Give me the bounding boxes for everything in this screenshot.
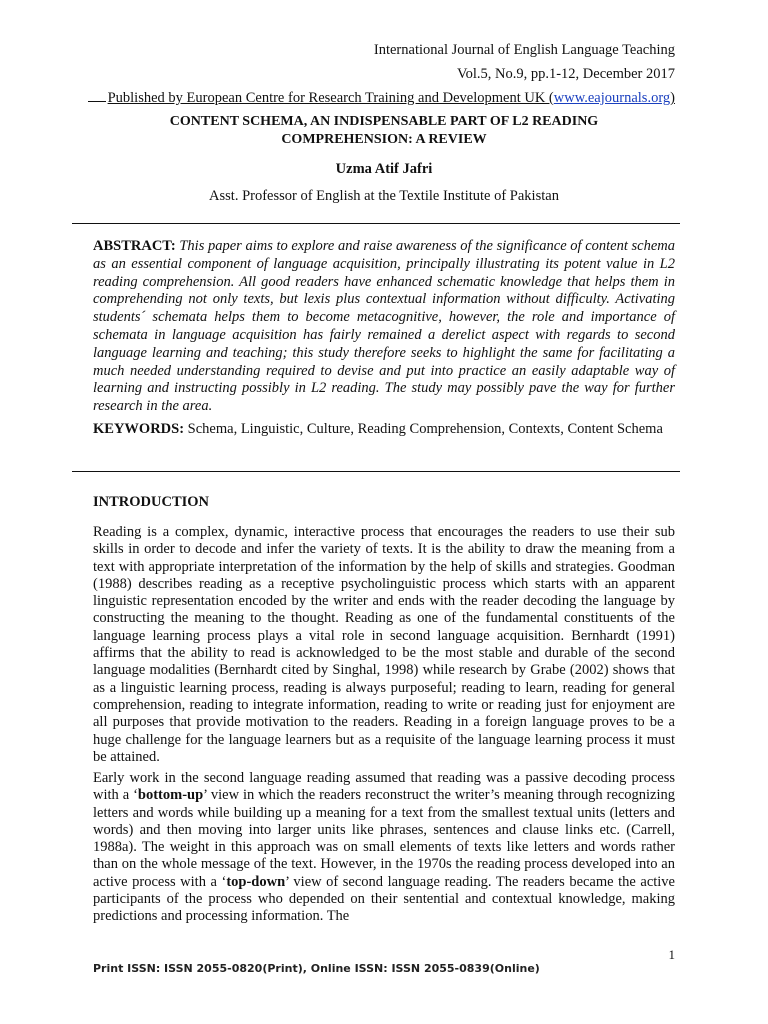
para2-part-e: ’ view of second language reading. The readers became the active participants of the process who depended on their sentential and contextual knowledge, making predictions and processing information. The xyxy=(93,873,675,925)
introduction-heading: INTRODUCTION xyxy=(93,494,210,510)
paper-title xyxy=(90,113,678,149)
para2-part-a: Early work in the second language reading assumed that reading was a passive decoding process with a ‘ xyxy=(93,770,675,804)
divider-bottom xyxy=(72,471,680,472)
abstract-block xyxy=(93,238,675,416)
title-line-1: CONTENT SCHEMA, AN INDISPENSABLE PART OF L2 READING xyxy=(169,114,599,129)
journal-url-link[interactable]: www.eajournals.org xyxy=(553,90,671,106)
keywords-text: Schema, Linguistic, Culture, Reading Comprehension, Contexts, Content Schema xyxy=(187,421,663,437)
author-name: Uzma Atif Jafri xyxy=(335,161,433,177)
publisher-line xyxy=(88,89,675,107)
bottom-up-term: bottom-up xyxy=(137,787,204,804)
introduction-paragraph-2 xyxy=(93,770,675,926)
volume-info: Vol.5, No.9, pp.1-12, December 2017 xyxy=(456,66,675,82)
para2-part-c: ’ view in which the readers reconstruct the writer’s meaning through recognizing letters and words while building up a meaning for a text from the smallest textual units (letters and words) and then moving into larger units like phrases, sentences and clause links etc. (Carrell, 1988a). The weight in this approach was on small elements of texts like letters and words rather than on the whole message of the text. However, in the 1970s the reading process developed into an active process with a ‘ xyxy=(93,787,676,890)
introduction-paragraph-1: Reading is a complex, dynamic, interactive process that encourages the readers to use their sub skills in order to decode and infer the variety of texts. It is the ability to draw the meaning from a text with appropriate interpretation of the information by the help of skills and strategies. Goodman (1988) describes reading as a receptive psycholinguistic process which starts with an apparent linguistic representation encoded by the writer and ends with the reader decoding the language by constructing the meaning to the thought. Reading as one of the fundamental constituents of the language learning process plays a vital role in second language acquisition. Bernhardt (1991) affirms that the ability to read is acknowledged to be the most stable and durable of the second language modalities (Bernhardt cited by Singhal, 1998) while research by Grabe (2002) shows that as a linguistic learning process, reading is always purposeful; reading to learn, reading for general comprehension, reading to integrate information, reading to write or reading just for enjoyment are all purposes that provide motivation to the readers. Reading in a foreign language proves to be a huge challenge for the language learners but as a requisite of the language learning process it must be attained. xyxy=(93,524,675,765)
issn-footer: Print ISSN: ISSN 2055-0820(Print), Online ISSN: ISSN 2055-0839(Online) xyxy=(93,962,540,975)
leading-underline xyxy=(88,89,106,102)
journal-name: International Journal of English Language Teaching xyxy=(373,42,675,58)
author-affiliation: Asst. Professor of English at the Textile Institute of Pakistan xyxy=(209,188,559,204)
title-line-2: COMPREHENSION: A REVIEW xyxy=(281,132,487,147)
publisher-text: Published by European Centre for Research Training and Development UK ( xyxy=(107,90,554,106)
abstract-text: This paper aims to explore and raise awareness of the significance of content schema as an essential component of language acquisition, principally illustrating its potent value in L2 reading comprehension. All good readers have enhanced schematic knowledge that helps them in comprehending not only texts, but lexis plus contextual information without difficulty. Activating students´ schemata helps them to become metacognitive, however, the role and importance of schemata in language acquisition has fairly remained a derelict aspect with regards to second language learning and teaching; this study therefore seeks to highlight the same for facilitating a much needed understanding required to devise and put into practice an easily adaptable way of learning and instructing possibly in L2 reading. The study may possibly pave the way for further research in the area. xyxy=(93,238,675,415)
divider-top xyxy=(72,223,680,224)
abstract-label: ABSTRACT: xyxy=(93,238,176,254)
page-number: 1 xyxy=(668,947,675,962)
top-down-term: top-down xyxy=(226,873,286,890)
keywords-block xyxy=(93,420,675,438)
keywords-label: KEYWORDS: xyxy=(93,421,185,437)
publisher-close: ) xyxy=(670,90,675,106)
